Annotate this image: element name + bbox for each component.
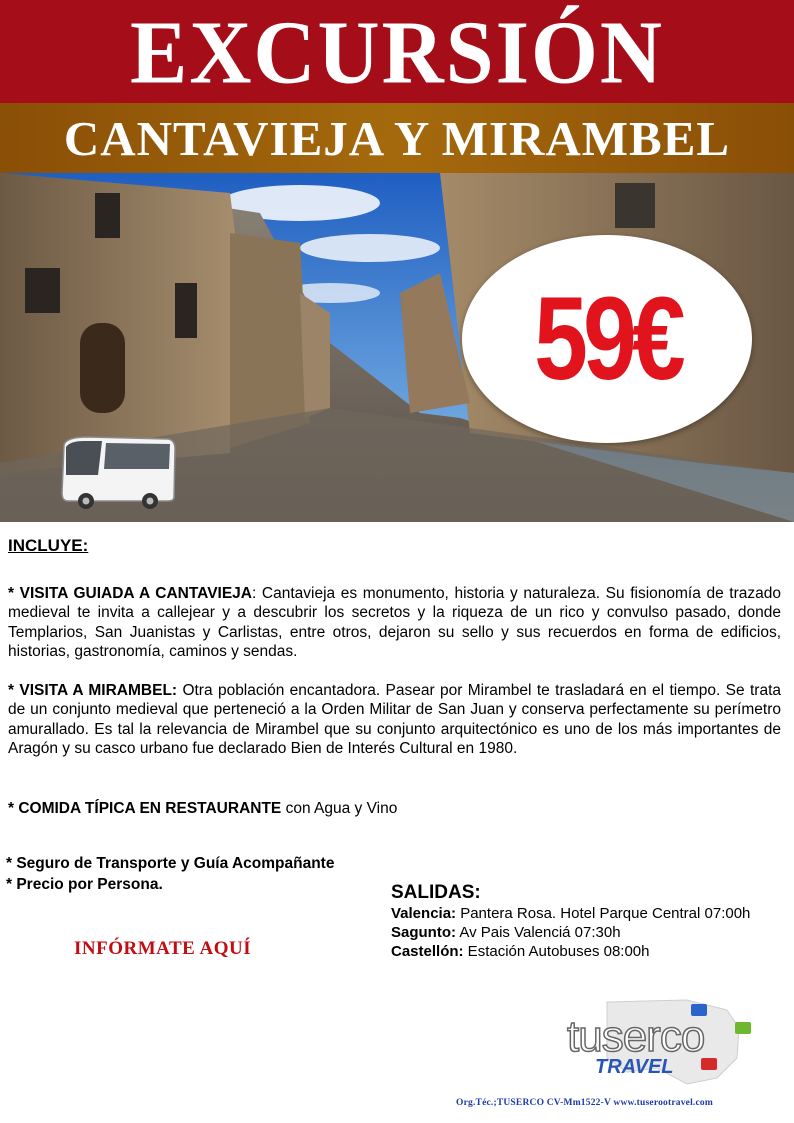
title-band [0,0,794,103]
departure-city: Castellón: [391,943,464,960]
meal-text: con Agua y Vino [281,800,398,817]
extra-insurance: * Seguro de Transporte y Guía Acompañante [6,855,335,872]
logo-wordmark: tuserco [567,1012,705,1061]
bus-icon [58,435,178,513]
logo-tagline: TRAVEL [595,1056,674,1078]
meal-paragraph [8,799,781,818]
subtitle-band [0,103,794,173]
page-title: EXCURSIÓN [129,1,665,102]
includes-section [8,536,781,817]
departure-valencia [391,904,750,923]
visit-cantavieja-text: : Cantavieja es monumento, historia y naturaleza. Su fisionomía de trazado medieval te invita a callejear y a descubrir los secretos y la riqueza de un rico y convulso pasado, donde Templarios, San Juanistas y Carlistas, entre otros, dejaron su sello y sus recuerdos en forma de edificios, historias, gastronomía, caminos y sendas. [8,585,781,660]
departures-section [391,883,750,961]
visit-mirambel-title: * VISITA A MIRAMBEL: [8,682,178,699]
departure-castellon [391,942,750,961]
departures-heading: SALIDAS: [391,882,481,903]
visit-mirambel-paragraph [8,681,781,758]
meal-title: * COMIDA TÍPICA EN RESTAURANTE [8,800,282,817]
footer-org-info: Org.Téc.;TUSERCO CV-Mm1522-V www.tuserootravel.com [456,1098,713,1108]
extra-price-note: * Precio por Persona. [6,876,163,893]
departure-sagunto [391,923,750,942]
departure-detail: Av Pais Valenciá 07:30h [456,924,621,941]
includes-heading: INCLUYE: [8,536,89,555]
departure-detail: Estación Autobuses 08:00h [463,943,650,960]
visit-cantavieja-title: * VISITA GUIADA A CANTAVIEJA [8,585,252,602]
departure-city: Valencia: [391,905,457,922]
visit-mirambel-text: Otra población encantadora. Pasear por Mirambel te trasladará en el tiempo. Se trata de un conjunto medieval que perteneció a la Orden Militar de San Juan y conserva perfectamente su perímetro amurallado. Es tal la relevancia de Mirambel que su conjunto arquitectónico es uno de los más importantes de Aragón y su casco urbano fue declarado Bien de Interés Cultural en 1980. [8,682,781,757]
price-badge [462,235,752,443]
price-value: 59€ [533,273,681,405]
departure-detail: Pantera Rosa. Hotel Parque Central 07:00h [456,905,751,922]
departure-city: Sagunto: [391,924,456,941]
tuserco-logo [567,998,757,1088]
visit-cantavieja-paragraph [8,584,781,661]
extras-list [6,853,334,895]
info-link[interactable]: INFÓRMATE AQUÍ [74,938,252,959]
page-subtitle: CANTAVIEJA Y MIRAMBEL [63,110,731,166]
